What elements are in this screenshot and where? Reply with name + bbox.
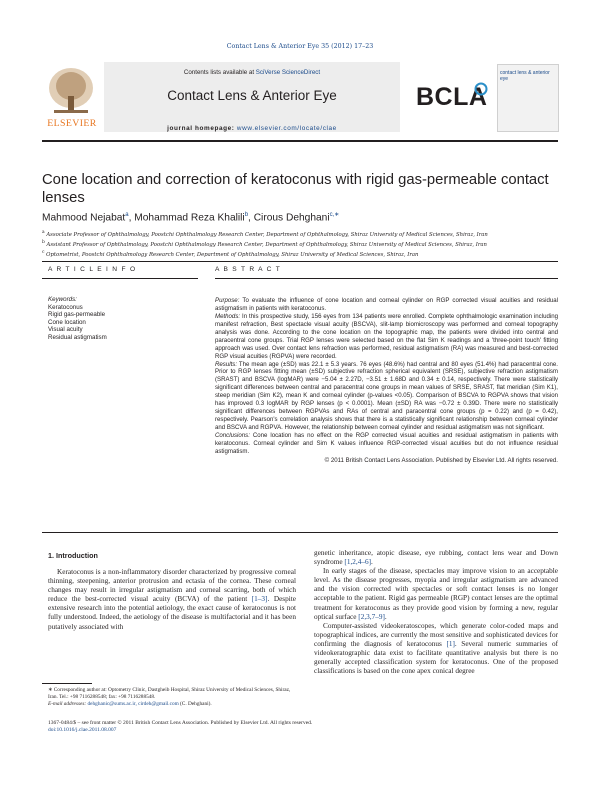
footnote-rule bbox=[42, 683, 92, 684]
email-link[interactable]: dehghanic@sums.ac.ir, cirdeh@gmail.com bbox=[87, 701, 179, 707]
bcla-logo: BCLA bbox=[416, 83, 488, 111]
body-column-left bbox=[48, 568, 296, 632]
corresponding-author-footnote: ∗ Corresponding author at: Optometry Clinic, Dastgheib Hospital, Shiraz University of Medical Sciences, Shiraz, Iran. Tel.: +98 7116288548; fax: +98 7116288548. E-mail addresses: dehghanic@sums.ac.ir, cirdeh@gmail.com (C. Dehghani). bbox=[48, 687, 291, 707]
body-paragraph: Computer-assisted videokeratoscopes, which generate color-coded maps and topographical indices, are currently the most sensitive and sophisticated devices for confirming the diagnosis of keratoconus [1]. Several numeric summaries of videokeratographic data exist to facilitate quantitative analysis but there is no generally accepted classification system for keratoconus. One of the proposed classifications is based on the cone apex conical degree bbox=[314, 621, 558, 676]
affiliation: $^a$ Associate Professor of Ophthalmology, Poostchi Ophthalmology Research Center, Department of Ophthalmology, Shiraz University of Medical Sciences, Shiraz, Iran bbox=[42, 230, 488, 238]
article-title: Cone location and correction of keratoconus with rigid gas-permeable contact lenses bbox=[42, 172, 549, 206]
running-head: Contact Lens & Anterior Eye 35 (2012) 17–23 bbox=[226, 43, 374, 50]
section-heading-introduction: 1. Introduction bbox=[48, 551, 98, 560]
journal-homepage: journal homepage: www.elsevier.com/locate/clae bbox=[167, 125, 337, 132]
article-info-rule bbox=[42, 278, 198, 279]
article-info-heading: A R T I C L E I N F O bbox=[48, 266, 137, 273]
abstract-heading: A B S T R A C T bbox=[215, 266, 282, 273]
abstract-copyright: © 2011 British Contact Lens Association. Published by Elsevier Ltd. All rights reserved. bbox=[324, 456, 558, 464]
abstract-body bbox=[215, 297, 558, 465]
affiliation: $^c$ Optometrist, Poostchi Ophthalmology Research Center, Department of Ophthalmology, Shiraz University of Medical Sciences, Shiraz, Iran bbox=[42, 250, 419, 259]
abstract-bottom-rule bbox=[42, 532, 558, 533]
citation-link[interactable]: [1] bbox=[446, 639, 455, 648]
cover-title: contact lens & anterior eye bbox=[500, 70, 550, 82]
affiliation: $^b$ Assistant Professor of Ophthalmology, Poostchi Ophthalmology Research Center, Department of Ophthalmology, Shiraz University of Medical Sciences, Shiraz, Iran bbox=[42, 240, 487, 248]
doi-link[interactable]: doi:10.1016/j.clae.2011.08.007 bbox=[48, 727, 117, 734]
section-rule bbox=[42, 261, 558, 262]
body-paragraph: genetic inheritance, atopic disease, eye rubbing, contact lens wear and Down syndrome [1,2,4–6]. bbox=[314, 549, 558, 567]
body-column-right bbox=[314, 549, 558, 676]
contents-line: Contents lists available at SciVerse ScienceDirect bbox=[183, 69, 321, 76]
keyword: Keratoconus bbox=[48, 303, 83, 311]
abstract-purpose: Purpose: To evaluate the influence of cone location and corneal cylinder on RGP corrected visual acuities and residual astigmatism in patients with keratoconus. bbox=[215, 297, 558, 312]
publication-info bbox=[48, 720, 558, 735]
keyword: Rigid gas-permeable bbox=[48, 311, 106, 319]
body-paragraph: Keratoconus is a non-inflammatory disorder characterized by progressive corneal thinning, steepening, anterior protrusion and ectasia of the cornea. These corneal changes may result in irregular astigmatism and corneal scarring, both of which reduce the best-corrected visual acuity (BCVA) of the patient [1–3]. Despite extensive research into the potential aetiology, the exact cause of keratoconus is not fully understood. Indeed, the aetiology of the disease is multifactorial and it has been putatively associated with bbox=[48, 568, 296, 631]
homepage-link[interactable]: www.elsevier.com/locate/clae bbox=[236, 125, 337, 132]
author-list: Mahmood Nejabat$^a$, Mohammad Reza Khalili$^b$, Cirous Dehghani$^{c,∗}$ bbox=[42, 212, 340, 224]
publisher-wordmark: ELSEVIER bbox=[47, 118, 97, 129]
keyword: Residual astigmatism bbox=[48, 333, 107, 341]
keyword: Cone location bbox=[48, 318, 86, 326]
journal-title: Contact Lens & Anterior Eye bbox=[167, 88, 337, 103]
citation-link[interactable]: [1,2,4–6] bbox=[344, 558, 371, 567]
keywords-label: Keywords: bbox=[48, 296, 77, 303]
abstract-rule bbox=[215, 278, 558, 279]
abstract-conclusions: Conclusions: Cone location has no effect on the RGP corrected visual acuities and residual astigmatism in patients with keratoconus. Corneal cylinder and Sim K values influence RGP-corrected visual acuities but do not influence residual astigmatism. bbox=[215, 431, 558, 455]
keyword: Visual acuity bbox=[48, 326, 83, 334]
abstract-methods: Methods: In this prospective study, 156 eyes from 134 patients were enrolled. Complete ophthalmologic examination including manifest refraction, Best spectacle visual acuity (BSCVA), slit-lamp biomicroscopy was performed and corneal topography analysis was done. According to the cone location on the topographic map, the patients were divided into central and paracentral cone groups. Trial RGP lenses were selected based on the flat Sim K readings and a 'three-point touch' fitting approach was used. Over contact lens refraction was performed, residual astigmatism (RA) was measured and best-corrected RGP visual acuities (RGPVA) were recorded. bbox=[215, 312, 558, 360]
header-rule bbox=[42, 140, 558, 142]
issn-line: 1367-0484/$ – see front matter © 2011 British Contact Lens Association. Published by Elsevier Ltd. All rights reserved. bbox=[48, 720, 313, 726]
author-name: Mahmood Nejabat bbox=[42, 212, 126, 224]
citation-link[interactable]: [2,3,7–9] bbox=[358, 612, 385, 621]
keywords-block bbox=[48, 296, 198, 342]
abstract-results: Results: The mean age (±SD) was 22.1 ± 5.3 years. 76 eyes (48.6%) had central and 80 eyes (51.4%) had paracentral cone. Prior to RGP lenses fitting mean (±SD) subjective refraction spherical equivalent (SRSE), subjective refraction astigmatism (SRAST) and BSCVA (logMAR) were −5.04 ± 2.27D, −3.51 ± 1.68D and 0.34 ± 0.14, respectively. There were statistically significant differences between central and paracentral cone groups in mean values of SRSE, SRAST, flat meridian (Sim K1), steep meridian (Sim K2), mean K and corneal cylinder (p-values <0.05). Comparison of BSCVA to RGPVA shows that vision has improved 0.3 logMAR by RGP lenses (p < 0.0001). Mean (±SD) RA was −0.72 ± 0.39D. There were no statistically significant differences between RGPVAs and RAs of central and paracentral cone groups (p = 0.22) and (p = 0.42), respectively. Pearson's correlation analysis shows that there is a statistically significant relationship between corneal cylinder and BSCVA and RGPVA. However, the relationship between corneal cylinder and residual astigmatism was not significant. bbox=[215, 360, 558, 431]
sciencedirect-link[interactable]: SciVerse ScienceDirect bbox=[255, 69, 321, 76]
author-name: Cirous Dehghani bbox=[253, 212, 330, 224]
bcla-mark-icon bbox=[474, 82, 488, 96]
citation-link[interactable]: [1–3] bbox=[251, 595, 268, 604]
affiliations bbox=[42, 229, 558, 260]
body-paragraph: In early stages of the disease, spectacles may improve vision to an acceptable level. As the disease progresses, myopia and irregular astigmatism are advanced and the vision corrected with spectacles or soft contact lenses is no longer acceptable to the patient. Rigid gas permeable (RGP) contact lenses are the optimal treatment for keratoconus as they provide good vision by forming a new, regular optical surface [2,3,7–9]. bbox=[314, 567, 558, 621]
author-name: Mohammad Reza Khalili bbox=[134, 212, 245, 224]
